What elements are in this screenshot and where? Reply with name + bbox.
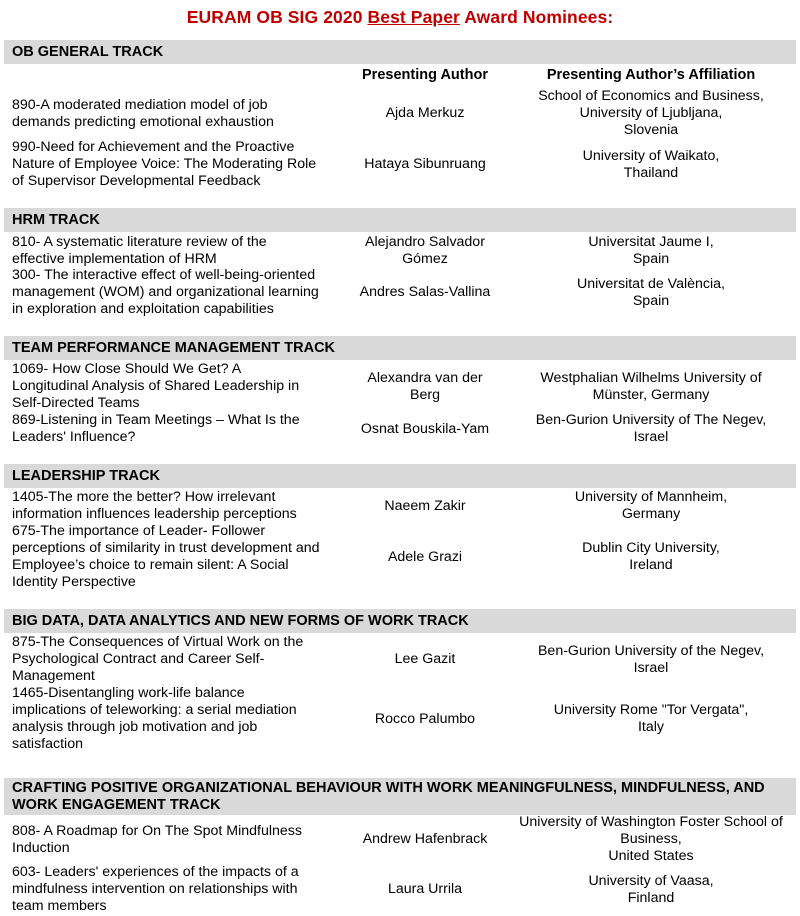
track-name: HRM TRACK — [12, 211, 100, 228]
column-header-author: Presenting Author — [362, 67, 488, 83]
page-title — [0, 7, 800, 28]
paper-affiliation: University of Mannheim, Germany — [574, 489, 728, 522]
paper-row — [0, 412, 800, 446]
paper-author: Alejandro Salvador Gómez — [365, 234, 485, 267]
paper-row — [0, 864, 800, 915]
paper-title: 808- A Roadmap for On The Spot Mindfulness Induction — [12, 822, 302, 856]
paper-author: Alexandra van der Berg — [367, 369, 483, 403]
paper-title: 890-A moderated mediation model of job demands predicting emotional exhaustion — [12, 96, 274, 130]
paper-title: 869-Listening in Team Meetings – What Is the Leaders' Influence? — [12, 412, 300, 445]
paper-affiliation: Westphalian Wilhelms University of Münster, Germany — [540, 369, 762, 403]
paper-title: 1069- How Close Should We Get? A Longitudinal Analysis of Shared Leadership in Self-Directed Teams — [12, 361, 300, 411]
paper-affiliation: University of Waikato, Thailand — [582, 147, 720, 181]
paper-row — [0, 139, 800, 190]
paper-row — [0, 267, 800, 318]
track-header — [4, 778, 796, 815]
column-header-affiliation: Presenting Author’s Affiliation — [546, 67, 756, 83]
paper-affiliation: Dublin City University, Ireland — [582, 540, 720, 573]
paper-affiliation: University Rome "Tor Vergata", Italy — [553, 702, 749, 735]
paper-row — [0, 685, 800, 753]
track-header — [4, 40, 796, 64]
paper-title: 810- A systematic literature review of the effective implementation of HRM — [12, 234, 267, 267]
paper-affiliation: Ben-Gurion University of the Negev, Israel — [537, 642, 765, 676]
paper-title: 1405-The more the better? How irrelevant information influences leadership perceptions — [12, 489, 297, 522]
paper-row — [0, 88, 800, 139]
paper-author: Andres Salas-Vallina — [359, 284, 491, 300]
paper-author: Andrew Hafenbrack — [362, 831, 488, 847]
track-header — [4, 208, 796, 232]
title-underlined: Best Paper — [367, 7, 460, 27]
paper-title: 675-The importance of Leader- Follower perceptions of similarity in trust development and Employee’s choice to remain silent: A Social Identity Perspective — [12, 523, 320, 590]
paper-row — [0, 489, 800, 523]
paper-author: Lee Gazit — [394, 651, 456, 667]
paper-author: Ajda Merkuz — [385, 105, 465, 121]
track-name: LEADERSHIP TRACK — [12, 467, 160, 484]
title-suffix: Award Nominees: — [459, 7, 614, 27]
paper-affiliation: Universitat de València, Spain — [577, 275, 725, 309]
paper-affiliation: School of Economics and Business, University of Ljubljana, Slovenia — [538, 88, 764, 138]
paper-author: Osnat Bouskila-Yam — [360, 420, 490, 437]
paper-row — [0, 634, 800, 685]
title-prefix: EURAM OB SIG 2020 — [186, 7, 368, 27]
paper-title: 1465-Disentangling work-life balance implications of teleworking: a serial mediation analysis through job motivation and job satisfaction — [12, 685, 297, 752]
paper-author: Laura Urrila — [387, 881, 463, 897]
track-header — [4, 336, 796, 360]
track-header — [4, 609, 796, 633]
paper-row — [0, 814, 800, 865]
paper-title: 990-Need for Achievement and the Proactive Nature of Employee Voice: The Moderating Role of Supervisor Developmental Feedback — [12, 139, 317, 189]
paper-author: Adele Grazi — [387, 548, 463, 565]
paper-affiliation: University of Vaasa, Finland — [588, 872, 714, 906]
paper-row — [0, 523, 800, 591]
track-name: OB GENERAL TRACK — [12, 43, 164, 60]
track-name: TEAM PERFORMANCE MANAGEMENT TRACK — [12, 339, 336, 356]
paper-author: Naeem Zakir — [384, 497, 466, 514]
paper-author: Rocco Palumbo — [374, 710, 476, 727]
track-header — [4, 464, 796, 488]
paper-title: 603- Leaders' experiences of the impacts of a mindfulness intervention on relationships with team members — [12, 864, 299, 914]
paper-title: 875-The Consequences of Virtual Work on the Psychological Contract and Career Self- Management — [12, 634, 304, 684]
paper-author: Hataya Sibunruang — [364, 156, 486, 172]
paper-affiliation: Ben-Gurion University of The Negev, Israel — [535, 412, 767, 445]
paper-row — [0, 361, 800, 412]
track-name: CRAFTING POSITIVE ORGANIZATIONAL BEHAVIOUR WITH WORK MEANINGFULNESS, MINDFULNESS, AND WORK ENGAGEMENT TRACK — [12, 780, 765, 813]
paper-title: 300- The interactive effect of well-being-oriented management (WOM) and organizational learning in exploration and exploitation capabilities — [12, 267, 319, 317]
track-name: BIG DATA, DATA ANALYTICS AND NEW FORMS OF WORK TRACK — [12, 612, 469, 629]
paper-affiliation: Universitat Jaume I, Spain — [588, 234, 714, 267]
paper-row — [0, 234, 800, 268]
paper-affiliation: University of Washington Foster School of Business, United States — [519, 814, 783, 864]
